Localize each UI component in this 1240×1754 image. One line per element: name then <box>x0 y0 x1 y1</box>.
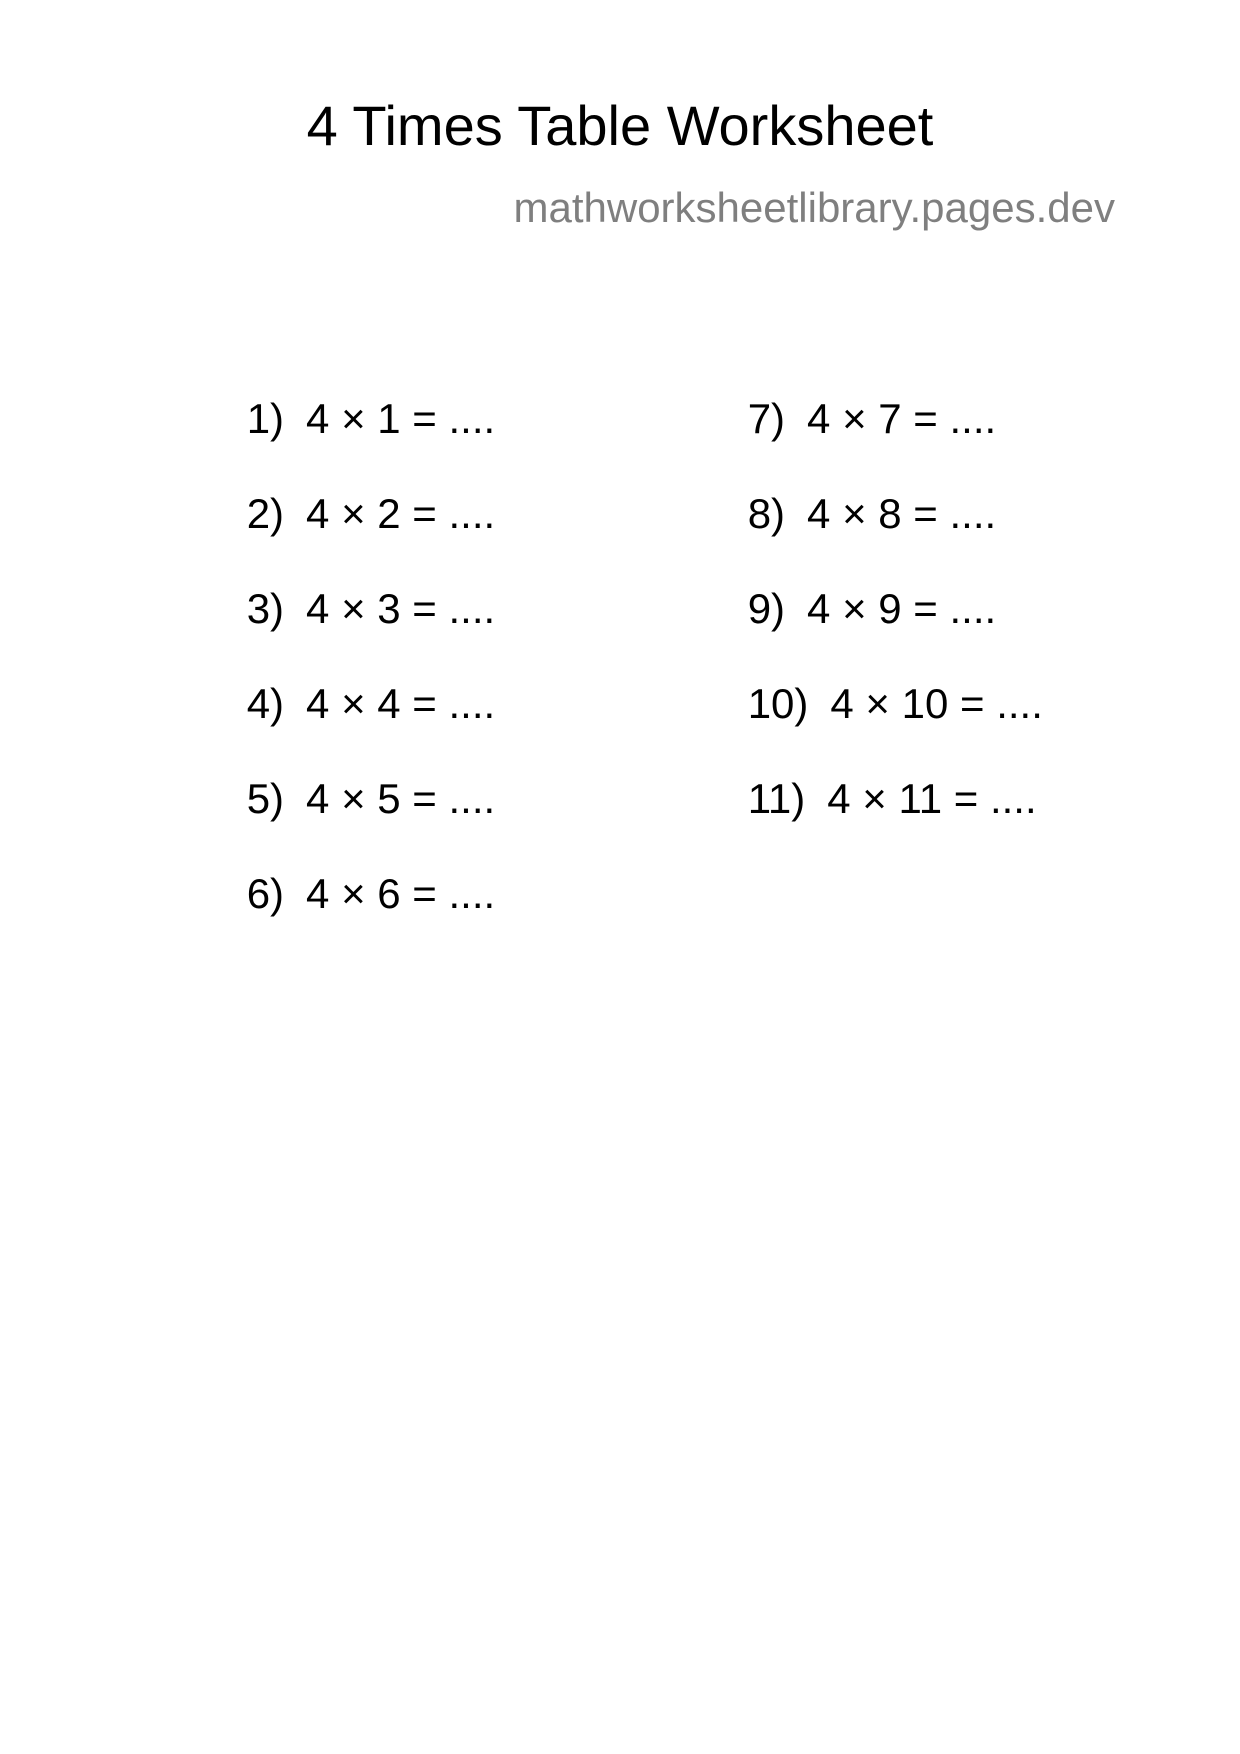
problem-expression: 4 × 9 = .... <box>807 585 997 632</box>
problem-item <box>200 451 495 546</box>
problem-item <box>200 736 495 831</box>
problem-item <box>200 831 495 926</box>
problem-item <box>701 736 1043 831</box>
problem-item <box>200 641 495 736</box>
problem-item <box>701 356 1043 451</box>
source-url: mathworksheetlibrary.pages.dev <box>513 184 1115 231</box>
problem-number: 11) <box>747 775 806 822</box>
problem-expression: 4 × 2 = .... <box>306 490 496 537</box>
problem-item <box>200 356 495 451</box>
problem-number: 7) <box>747 395 786 442</box>
problem-number: 10) <box>747 680 809 727</box>
problem-number: 3) <box>246 585 285 632</box>
problem-number: 4) <box>246 680 285 727</box>
problem-item <box>701 546 1043 641</box>
problem-expression: 4 × 11 = .... <box>827 775 1037 822</box>
problem-item <box>701 641 1043 736</box>
problem-number: 8) <box>747 490 786 537</box>
problem-expression: 4 × 3 = .... <box>306 585 496 632</box>
worksheet-title: 4 Times Table Worksheet <box>306 94 934 157</box>
problem-expression: 4 × 8 = .... <box>807 490 997 537</box>
problem-number: 1) <box>246 395 285 442</box>
problems-column-right <box>701 356 1043 831</box>
problem-number: 2) <box>246 490 285 537</box>
problem-number: 9) <box>747 585 786 632</box>
problem-number: 6) <box>246 870 285 917</box>
problem-expression: 4 × 1 = .... <box>306 395 496 442</box>
problem-item <box>701 451 1043 546</box>
problem-item <box>200 546 495 641</box>
problem-expression: 4 × 4 = .... <box>306 680 496 727</box>
problems-column-left <box>200 356 495 926</box>
problem-expression: 4 × 6 = .... <box>306 870 496 917</box>
problem-expression: 4 × 10 = .... <box>830 680 1043 727</box>
problem-number: 5) <box>246 775 285 822</box>
problem-expression: 4 × 5 = .... <box>306 775 496 822</box>
problem-expression: 4 × 7 = .... <box>807 395 997 442</box>
